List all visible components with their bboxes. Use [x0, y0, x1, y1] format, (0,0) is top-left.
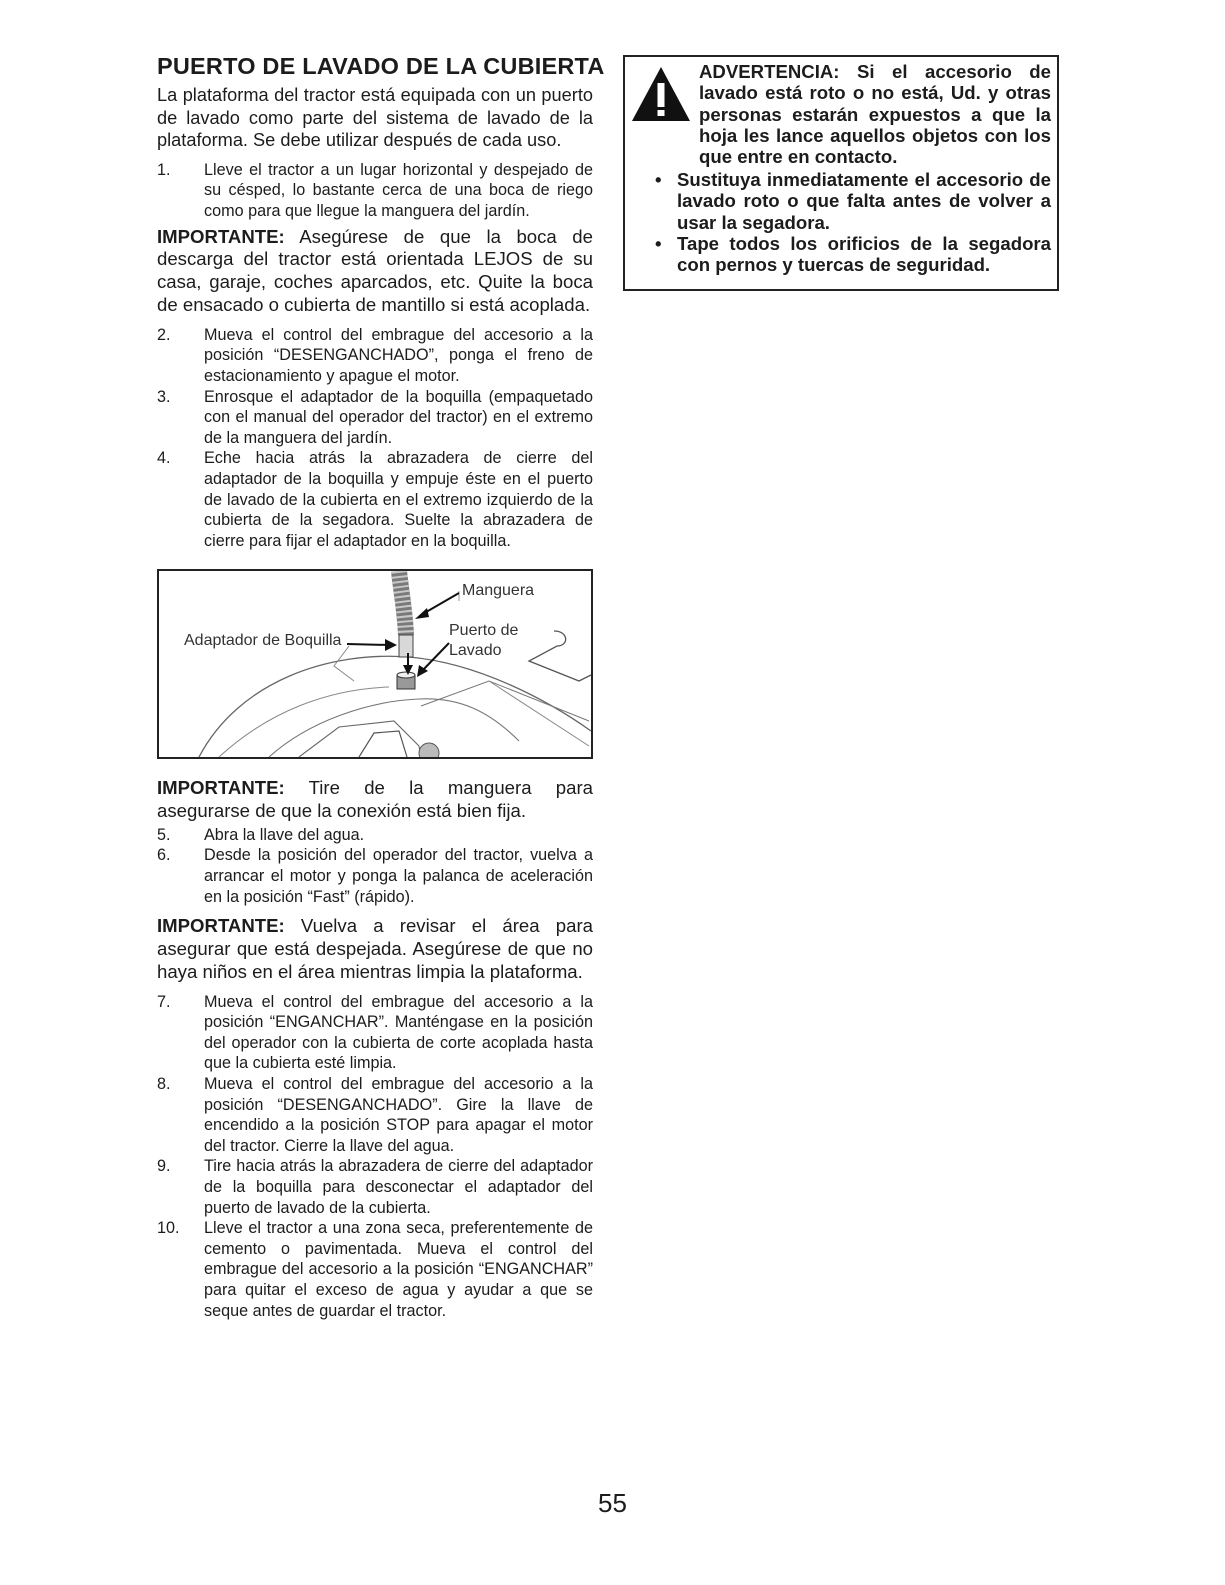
important-label: IMPORTANTE: — [157, 777, 285, 799]
step-text: Tire hacia atrás la abrazadera de cierre del adaptador de la boquilla para desconectar el adaptador del puerto de lavado de la cubierta. — [204, 1157, 593, 1217]
list-item — [157, 825, 593, 846]
step-text: Enrosque el adaptador de la boquilla (empaquetado con el manual del operador del tractor) en el extremo de la manguera del jardín. — [204, 387, 593, 447]
steps-list-1 — [157, 160, 593, 222]
step-text: Lleve el tractor a un lugar horizontal y despejado de su césped, lo bastante cerca de una boca de riego como para que llegue la manguera del jardín. — [204, 160, 593, 220]
step-number: 5. — [157, 825, 171, 844]
important-label: IMPORTANTE: — [157, 915, 285, 937]
step-number: 2. — [157, 325, 171, 344]
important-note-1 — [157, 226, 593, 317]
step-number: 8. — [157, 1075, 171, 1094]
list-item — [157, 1218, 593, 1321]
list-item — [157, 325, 593, 387]
warning-bullet-list — [655, 169, 1051, 275]
important-label: IMPORTANTE: — [157, 225, 285, 247]
warning-triangle-icon — [630, 65, 692, 123]
step-number: 9. — [157, 1157, 171, 1176]
section-title: PUERTO DE LAVADO DE LA CUBIERTA — [157, 53, 605, 79]
bullet-glyph: • — [655, 232, 662, 254]
bullet-glyph: • — [655, 169, 662, 190]
list-item — [655, 169, 1051, 233]
wash-port-figure — [157, 569, 593, 759]
warning-heading: ADVERTENCIA: Si el accesorio de lavado está roto o no está, Ud. y otras personas estarán expuestos a que la hoja les lance aquellos objetos con los que entre en contacto. — [699, 61, 1051, 168]
steps-list-2 — [157, 325, 593, 552]
list-item — [157, 160, 593, 222]
list-item — [655, 233, 1051, 276]
step-text: Mueva el control del embrague del accesorio a la posición “DESENGANCHADO”. Gire la llave de encendido a la posición STOP para apagar el motor del tractor. Cierre la llave del agua. — [204, 1075, 593, 1155]
warning-box — [623, 55, 1059, 291]
step-number: 6. — [157, 846, 171, 865]
list-item — [157, 1156, 593, 1218]
important-text: Vuelva a revisar el área para asegurar que está despejada. Asegúrese de que no haya niños en el área mientras limpia la plataforma. — [157, 915, 593, 982]
step-number: 3. — [157, 387, 171, 406]
wash-port-label-line1: Puerto de — [449, 622, 519, 640]
wash-port-label-line2: Lavado — [449, 642, 502, 660]
important-text: Asegúrese de que la boca de descarga del tractor está orientada LEJOS de su casa, garaje, coches aparcados, etc. Quite la boca de ensacado o cubierta de mantillo si está acoplada. — [157, 225, 593, 315]
intro-paragraph: La plataforma del tractor está equipada con un puerto de lavado como parte del sistema de lavado de la plataforma. Se debe utilizar después de cada uso. — [157, 85, 593, 151]
left-column — [157, 52, 605, 1321]
important-text: Tire de la manguera para asegurarse de que la conexión está bien fija. — [157, 777, 593, 822]
steps-list-4 — [157, 992, 593, 1322]
list-item — [157, 1074, 593, 1156]
page-number: 55 — [598, 1488, 627, 1518]
nozzle-adapter-label: Adaptador de Boquilla — [184, 632, 342, 650]
step-text: Mueva el control del embrague del accesorio a la posición “DESENGANCHADO”, ponga el freno de estacionamiento y apague el motor. — [204, 325, 593, 385]
list-item — [157, 448, 593, 551]
steps-list-3 — [157, 825, 593, 907]
list-item — [157, 387, 593, 449]
step-text: Lleve el tractor a una zona seca, preferentemente de cemento o pavimentada. Mueva el control del embrague del accesorio a la posición “ENGANCHAR” para quitar el exceso de agua y ayudar a que se seque antes de guardar el tractor. — [204, 1219, 593, 1320]
important-note-3 — [157, 915, 593, 983]
important-note-2 — [157, 777, 593, 823]
step-number: 1. — [157, 160, 171, 179]
step-text: Eche hacia atrás la abrazadera de cierre del adaptador de la boquilla y empuje éste en el puerto de lavado de la cubierta en el extremo izquierdo de la cubierta de la segadora. Suelte la abrazadera de cierre para fijar el adaptador en la boquilla. — [204, 449, 593, 550]
step-number: 7. — [157, 992, 171, 1011]
step-number: 10. — [157, 1219, 180, 1238]
step-text: Abra la llave del agua. — [204, 825, 365, 844]
hose-label: Manguera — [462, 582, 535, 600]
warning-bullet-text: Sustituya inmediatamente el accesorio de lavado roto o que falta antes de volver a usar la segadora. — [677, 169, 1051, 233]
warning-bullet-text: Tape todos los orificios de la segadora con pernos y tuercas de seguridad. — [677, 232, 1051, 276]
list-item — [157, 992, 593, 1074]
list-item — [157, 845, 593, 907]
step-number: 4. — [157, 449, 171, 468]
step-text: Desde la posición del operador del tractor, vuelva a arrancar el motor y ponga la palanca de aceleración en la posición “Fast” (rápido). — [204, 846, 593, 906]
step-text: Mueva el control del embrague del accesorio a la posición “ENGANCHAR”. Manténgase en la posición del operador con la cubierta de corte acoplada hasta que la cubierta esté limpia. — [204, 992, 593, 1073]
